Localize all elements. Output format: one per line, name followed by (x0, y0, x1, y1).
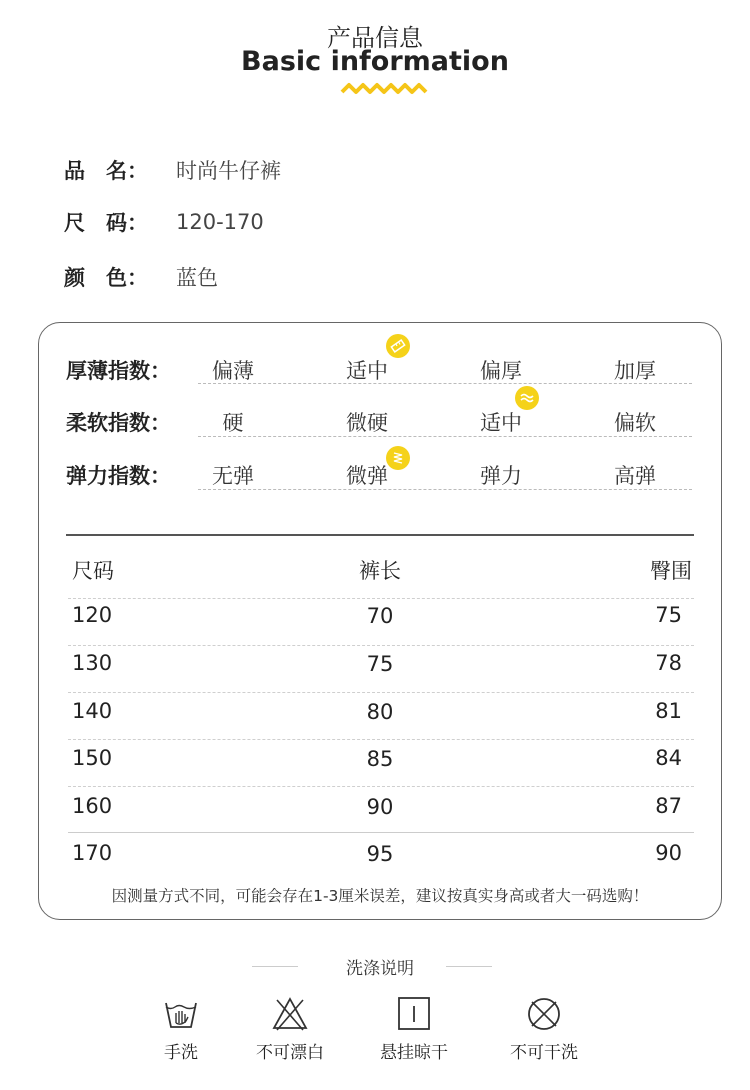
table-cell-size: 120 (72, 603, 113, 627)
table-cell-hip: 81 (655, 699, 682, 723)
thickness-option: 加厚 (614, 359, 656, 383)
dashed-divider (198, 489, 692, 490)
elasticity-option: 弹力 (480, 464, 522, 488)
hand-wash-icon (131, 996, 231, 1034)
table-header-size: 尺码 (72, 559, 114, 583)
info-row-color (64, 262, 218, 292)
table-top-border (66, 534, 694, 536)
table-header-length: 裤长 (359, 559, 401, 583)
wave-icon (515, 386, 539, 410)
table-cell-hip: 84 (655, 746, 682, 770)
wash-item-label: 不可干洗 (510, 1043, 578, 1063)
table-cell-size: 140 (72, 699, 113, 723)
thickness-option: 偏厚 (480, 359, 522, 383)
section-title-en: Basic information (241, 46, 509, 77)
table-divider (68, 645, 694, 646)
elasticity-option-selected: 微弹 (346, 464, 388, 488)
softness-option: 偏软 (614, 411, 656, 435)
table-cell-length: 90 (366, 795, 394, 819)
wash-item-hand (131, 996, 231, 1063)
table-cell-hip: 87 (655, 794, 682, 818)
spring-icon (386, 446, 410, 470)
table-divider (68, 739, 694, 740)
section-title-cn: 产品信息 (327, 24, 423, 52)
zigzag-decoration (340, 82, 430, 96)
softness-option: 微硬 (346, 411, 388, 435)
table-cell-size: 160 (72, 794, 113, 818)
table-cell-size: 170 (72, 841, 113, 865)
table-divider (68, 832, 694, 833)
dashed-divider (198, 383, 692, 384)
table-cell-length: 70 (366, 604, 394, 628)
thickness-option-selected: 适中 (346, 359, 388, 383)
no-bleach-icon (240, 996, 340, 1034)
wash-item-hang-dry (364, 996, 464, 1063)
wash-item-label: 手洗 (164, 1043, 198, 1063)
info-label: 品 名： (64, 159, 148, 183)
elasticity-option: 无弹 (212, 464, 254, 488)
table-cell-size: 150 (72, 746, 113, 770)
title-rule-right (446, 966, 492, 967)
table-header-hip: 臀围 (650, 559, 692, 583)
table-cell-length: 75 (366, 652, 394, 676)
washing-title: 洗涤说明 (346, 959, 414, 979)
softness-option: 硬 (222, 411, 244, 435)
info-row-size (64, 207, 264, 237)
softness-index-label: 柔软指数： (66, 411, 171, 435)
measurement-note: 因测量方式不同，可能会存在1-3厘米误差，建议按真实身高或者大一码选购！ (111, 887, 649, 905)
no-dry-clean-icon (494, 996, 594, 1034)
softness-option-selected: 适中 (480, 411, 522, 435)
elasticity-index-label: 弹力指数： (66, 464, 171, 488)
wash-item-no-dry-clean (494, 996, 594, 1063)
table-cell-length: 85 (366, 747, 394, 771)
wash-item-label: 悬挂晾干 (380, 1043, 448, 1063)
table-cell-hip: 75 (655, 603, 682, 627)
dashed-divider (198, 436, 692, 437)
info-value: 120-170 (176, 210, 264, 234)
table-cell-length: 80 (366, 700, 394, 724)
elasticity-option: 高弹 (614, 464, 656, 488)
table-divider (68, 598, 694, 599)
info-label: 颜 色： (64, 266, 148, 290)
wash-item-no-bleach (240, 996, 340, 1063)
table-cell-size: 130 (72, 651, 113, 675)
table-cell-hip: 90 (655, 841, 682, 865)
table-divider (68, 692, 694, 693)
table-cell-hip: 78 (655, 651, 682, 675)
info-value: 蓝色 (176, 266, 218, 290)
table-divider (68, 786, 694, 787)
ruler-icon (386, 334, 410, 358)
thickness-index-label: 厚薄指数： (66, 359, 171, 383)
info-value: 时尚牛仔裤 (176, 159, 281, 183)
info-row-name (64, 155, 281, 185)
wash-item-label: 不可漂白 (256, 1043, 324, 1063)
thickness-option: 偏薄 (212, 359, 254, 383)
info-label: 尺 码： (64, 211, 148, 235)
hang-dry-icon (364, 996, 464, 1034)
table-cell-length: 95 (366, 842, 394, 866)
